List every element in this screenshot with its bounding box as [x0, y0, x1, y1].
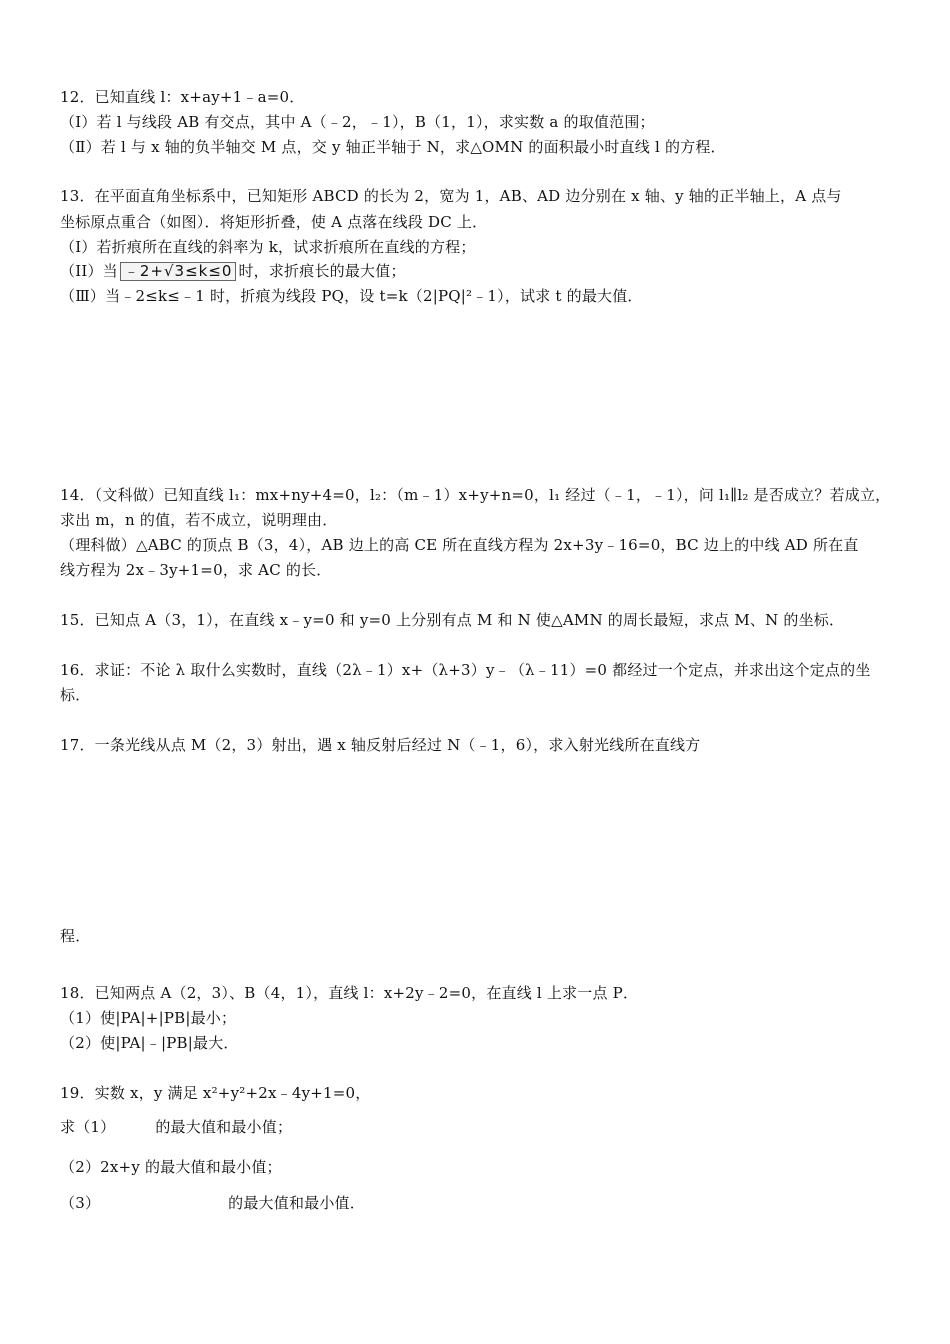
q19-part3 [60, 1193, 365, 1213]
q13-part2-suffix: 时，求折痕长的最大值； [238, 262, 406, 280]
q18-stem: 18．已知两点 A（2，3）、B（4，1），直线 l：x+2y﹣2=0，在直线 l 上求一点 P． [60, 984, 639, 1002]
q16-stem-line2: 标． [60, 686, 91, 704]
q19-part3-suffix: 的最大值和最小值． [228, 1194, 365, 1212]
q13-part1: （I）若折痕所在直线的斜率为 k，试求折痕所在直线的方程； [60, 238, 476, 256]
q19-part1-prefix: 求（1） [60, 1118, 116, 1136]
q19-part3-prefix: （3） [60, 1194, 101, 1212]
q19-part2: （2）2x+y 的最大值和最小值； [60, 1158, 282, 1176]
q19-stem: 19．实数 x，y 满足 x²+y²+2x﹣4y+1=0， [60, 1084, 371, 1102]
q13-part2 [60, 261, 406, 281]
q18-part1: （1）使|PA|+|PB|最小； [60, 1009, 237, 1027]
q12-stem: 12．已知直线 l：x+ay+1﹣a=0． [60, 88, 305, 106]
q14-li-line2: 线方程为 2x﹣3y+1=0，求 AC 的长． [60, 561, 332, 579]
q17-stem-line2: 程． [60, 927, 91, 945]
q14-li-line1: （理科做）△ABC 的顶点 B（3，4），AB 边上的高 CE 所在直线方程为 2x+3y﹣16=0，BC 边上的中线 AD 所在直 [60, 536, 859, 554]
q13-part2-formula: ﹣2+√3≤k≤0 [120, 262, 237, 281]
q16-stem-line1: 16．求证：不论 λ 取什么实数时，直线（2λ﹣1）x+（λ+3）y﹣（λ﹣11）=0 都经过一个定点，并求出这个定点的坐 [60, 661, 871, 679]
q13-part3: （Ⅲ）当﹣2≤k≤﹣1 时，折痕为线段 PQ，设 t=k（2|PQ|²﹣1），试求 t 的最大值． [60, 287, 643, 305]
q15-stem: 15．已知点 A（3，1），在直线 x﹣y=0 和 y=0 上分别有点 M 和 N 使△AMN 的周长最短，求点 M、N 的坐标． [60, 611, 845, 629]
q13-part2-prefix: （II）当 [60, 262, 118, 280]
q19-part1 [60, 1117, 292, 1137]
q17-stem-line1: 17．一条光线从点 M（2，3）射出，遇 x 轴反射后经过 N（﹣1，6），求入射光线所在直线方 [60, 736, 701, 754]
q13-stem-line1: 13．在平面直角坐标系中，已知矩形 ABCD 的长为 2，宽为 1，AB、AD 边分别在 x 轴、y 轴的正半轴上，A 点与 [60, 187, 842, 205]
q19-part1-suffix: 的最大值和最小值； [155, 1118, 293, 1136]
q14-wen-line2: 求出 m，n 的值，若不成立，说明理由． [60, 511, 338, 529]
q13-stem-line2: 坐标原点重合（如图）．将矩形折叠，使 A 点落在线段 DC 上． [60, 213, 488, 231]
q12-part1: （Ⅰ）若 l 与线段 AB 有交点，其中 A（﹣2，﹣1），B（1，1），求实数 a 的取值范围； [60, 113, 655, 131]
q12-part2: （Ⅱ）若 l 与 x 轴的负半轴交 M 点，交 y 轴正半轴于 N，求△OMN 的面积最小时直线 l 的方程． [60, 138, 726, 156]
q14-wen-line1: 14．（文科做）已知直线 l₁：mx+ny+4=0，l₂：（m﹣1）x+y+n=0，l₁ 经过（﹣1，﹣1），问 l₁∥l₂ 是否成立？若成立， [60, 486, 891, 504]
q18-part2: （2）使|PA|﹣|PB|最大． [60, 1034, 239, 1052]
